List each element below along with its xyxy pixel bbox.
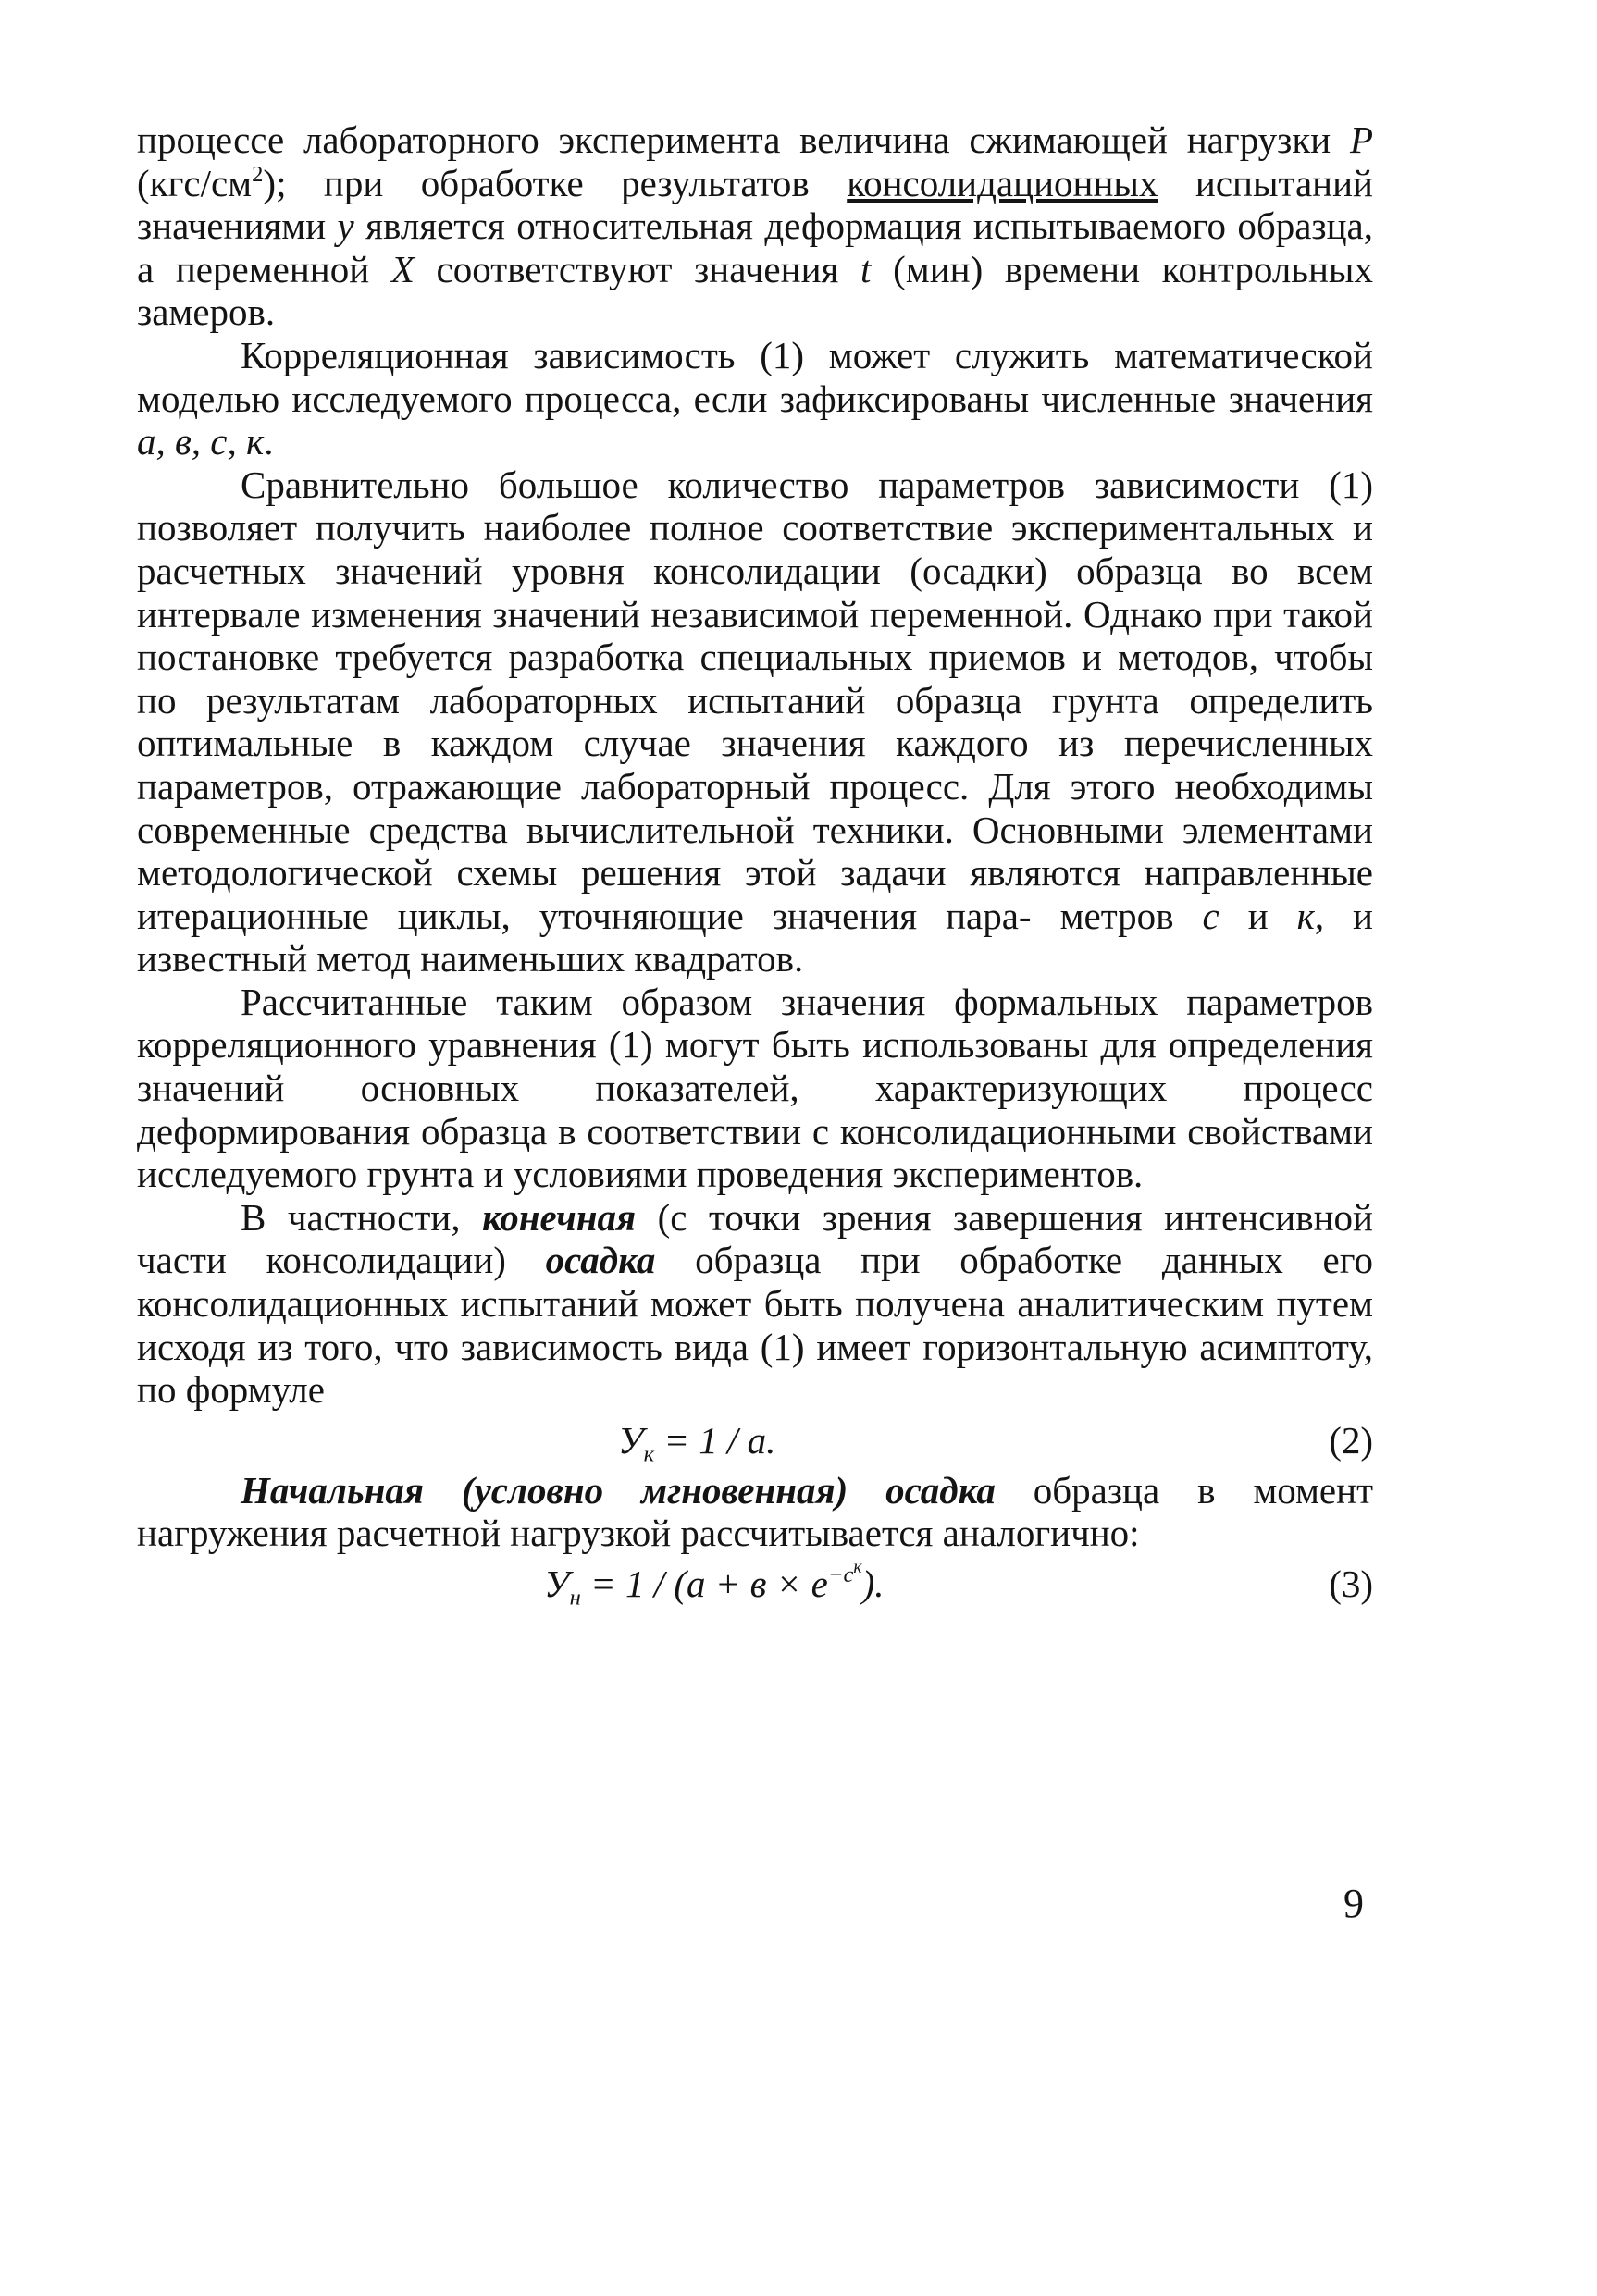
formula-3-number: (3): [1329, 1562, 1373, 1605]
text-fragment: .: [264, 420, 274, 463]
text-fragment: соответствуют значения: [414, 247, 861, 290]
text-fragment: (с точки зрения завершения интенсивной части консолидации): [137, 1195, 1373, 1282]
paragraph-4: Рассчитанные таким образом значения формальных параметров корреляционного уравнения (1) могут быть использованы для определения значений основных показателей, характеризующих процесс деформирования образца в соответствии с консолидационными свойствами исследуемого грунта и условиями проведения экспериментов.: [137, 980, 1373, 1196]
variable-c: с: [1202, 894, 1219, 937]
text-fragment: метров: [1059, 894, 1203, 937]
variable-t: t: [860, 247, 872, 290]
text-fragment: образца в момент нагружения расчетной нагрузкой рассчитывается аналогично:: [137, 1468, 1373, 1555]
variable-x: X: [390, 247, 415, 290]
superscript: 2: [252, 161, 264, 187]
paragraph-2: [137, 334, 1373, 463]
text-fragment: , и известный метод наименьших квадратов.: [137, 894, 1373, 981]
formula-2-number: (2): [1329, 1418, 1373, 1462]
text-fragment: является относительная деформация испытываемого образца, а переменной: [137, 204, 1373, 290]
text-fragment: (кгс/см: [137, 161, 253, 204]
variable-y: y: [337, 204, 354, 248]
term-initial-settlement: Начальная (условно мгновенная) осадка: [241, 1468, 996, 1512]
paragraph-5: [137, 1196, 1373, 1412]
text-fragment: В частности,: [241, 1195, 483, 1239]
text-fragment: ); при обработке результатов: [263, 161, 848, 204]
text-fragment: образца при обработке данных его консолидационных испытаний может быть получена аналитическим путем исходя из того, что зависимость вида (1) имеет горизонтальную асимптоту, по формуле: [137, 1239, 1373, 1412]
term-final: конечная: [482, 1195, 637, 1239]
text-fragment: (мин) времени контрольных замеров.: [137, 247, 1373, 334]
text-fragment: и: [1219, 894, 1297, 937]
formula-2-expression: $У_к = 1 / а$.: [618, 1418, 776, 1467]
term-settlement: осадка: [545, 1239, 656, 1282]
formula-3: [137, 1555, 1373, 1612]
paragraph-6: [137, 1469, 1373, 1555]
underlined-term: консолидационных: [847, 161, 1158, 204]
formula-2: [137, 1412, 1373, 1469]
parameter-list: а, в, с, к: [137, 420, 265, 463]
text-fragment: испытаний значениями: [137, 161, 1373, 248]
formula-3-expression: $У_н = 1 / (а + в \times е^{-с^к})$.: [544, 1556, 885, 1611]
page-body: [137, 118, 1373, 1612]
page-number: 9: [1343, 1881, 1364, 1926]
variable-k: к: [1296, 894, 1315, 937]
text-fragment: Сравнительно большое количество параметров зависимости (1) позволяет получить наиболее полное соответствие экспериментальных и расчетных значений уровня консолидации (осадки) образца во всем интервале изменения значений независимой переменной. Однако при такой постановке требуется разработка специальных приемов и методов, чтобы по результатам лабораторных испытаний образца грунта определить оптимальные в каждом случае значения каждого из перечисленных параметров, отражающие лабораторный процесс. Для этого необходимы современные средства вычислительной техники. Основными элементами методологической схемы решения этой задачи являются направленные итерационные циклы, уточняющие значения пара-: [137, 463, 1373, 937]
text-fragment: Корреляционная зависимость (1) может служить математической моделью исследуемого процесса, если зафиксированы численные значения: [137, 333, 1373, 420]
paragraph-1: [137, 118, 1373, 334]
paragraph-3: [137, 463, 1373, 981]
variable-p: P: [1349, 118, 1373, 161]
text-fragment: процессе лабораторного эксперимента величина сжимающей нагрузки: [137, 118, 1350, 161]
